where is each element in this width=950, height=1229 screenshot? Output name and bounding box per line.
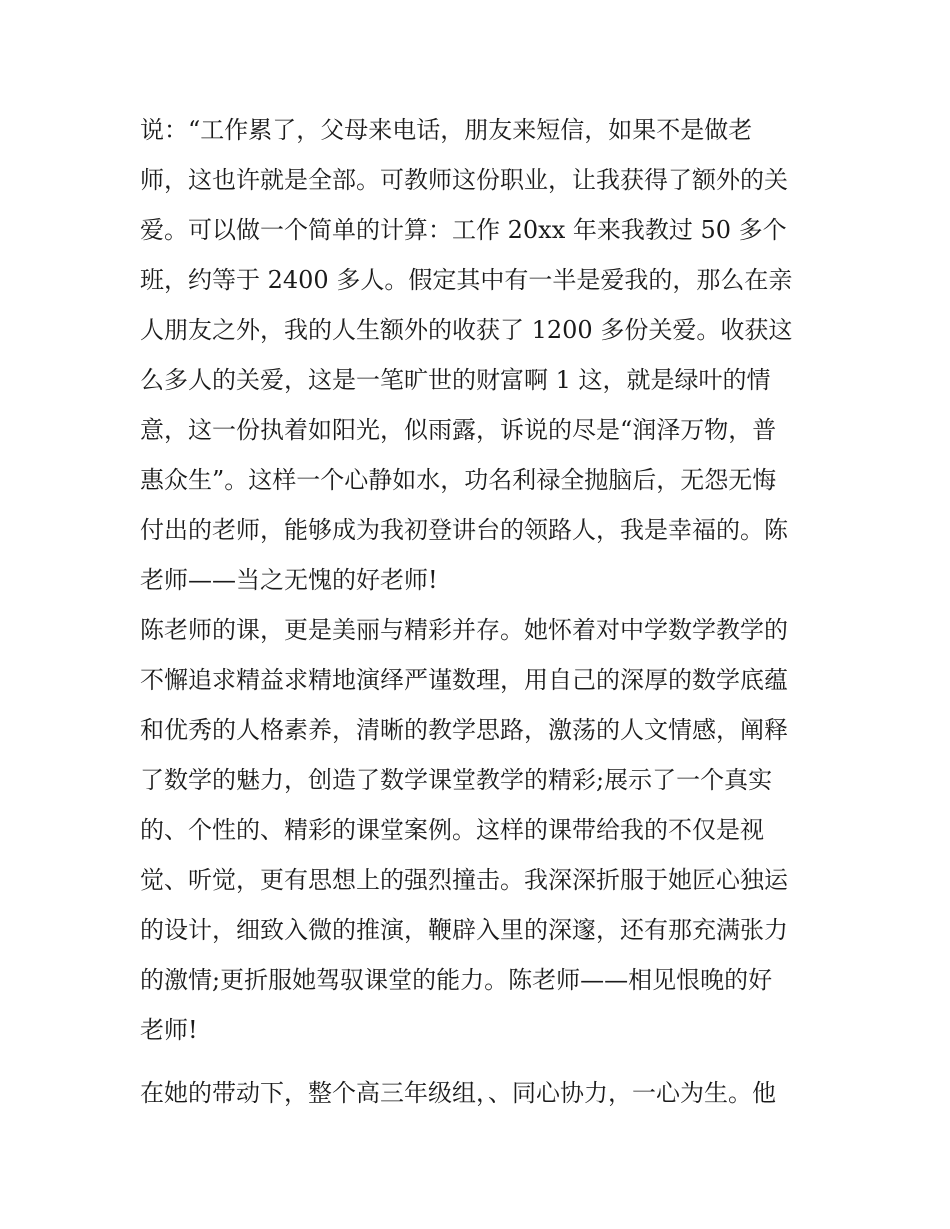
text-line: 的激情;更折服她驾驭课堂的能力。陈老师——相见恨晚的好 [140, 966, 773, 994]
text-line: 的、个性的、精彩的课堂案例。这样的课带给我的不仅是视 [140, 816, 764, 844]
text-line: 师，这也许就是全部。可教师这份职业，让我获得了额外的关 [140, 166, 788, 194]
text-line: 么多人的关爱，这是一笔旷世的财富啊 1 这，就是绿叶的情 [140, 366, 771, 394]
text-line: 意，这一份执着如阳光，似雨露，诉说的尽是“润泽万物，普 [140, 416, 777, 444]
text-line: 了数学的魅力，创造了数学课堂教学的精彩;展示了一个真实 [140, 766, 773, 794]
text-line: 不懈追求精益求精地演绎严谨数理，用自己的深厚的数学底蕴 [140, 666, 788, 694]
text-line: 班，约等于 2400 多人。假定其中有一半是爱我的，那么在亲 [140, 266, 793, 294]
text-line: 和优秀的人格素养，清晰的教学思路，激荡的人文情感，阐释 [140, 716, 788, 744]
text-line: 觉、听觉，更有思想上的强烈撞击。我深深折服于她匠心独运 [140, 866, 788, 894]
text-line: 说：“工作累了，父母来电话，朋友来短信，如果不是做老 [140, 116, 753, 144]
text-line: 在她的带动下，整个高三年级组，、同心协力，一心为生。他 [140, 1079, 776, 1107]
text-line: 爱。可以做一个简单的计算：工作 20xx 年来我教过 50 多个 [140, 216, 787, 244]
text-line: 付出的老师，能够成为我初登讲台的领路人，我是幸福的。陈 [140, 516, 788, 544]
text-line: 老师! [140, 1016, 198, 1044]
text-line: 的设计，细致入微的推演，鞭辟入里的深邃，还有那充满张力 [140, 916, 788, 944]
text-line: 惠众生”。这样一个心静如水，功名利禄全抛脑后，无怨无悔 [140, 466, 777, 494]
text-line: 老师——当之无愧的好老师! [140, 566, 438, 594]
text-line: 人朋友之外，我的人生额外的收获了 1200 多份关爱。收获这 [140, 316, 793, 344]
text-line: 陈老师的课，更是美丽与精彩并存。她怀着对中学数学教学的 [140, 616, 788, 644]
